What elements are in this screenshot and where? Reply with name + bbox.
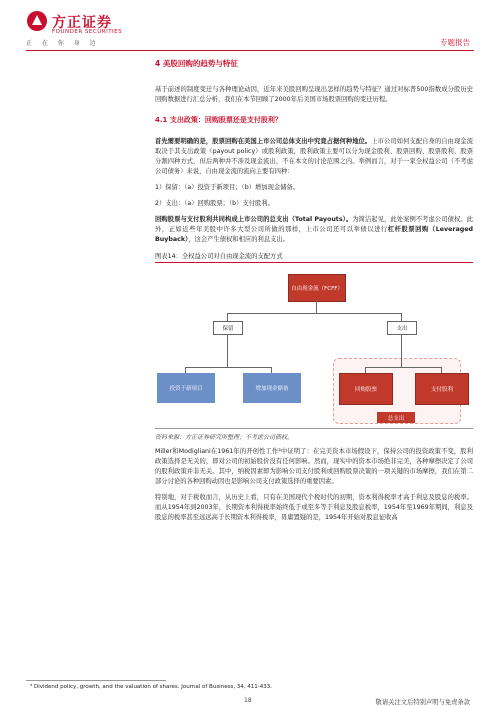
footnote: ³ Dividend policy, growth, and the valuation of shares. Journal of Business, 34, 411-433.: [30, 684, 273, 690]
paragraph-lead-bold: 首先需要明确的是，股票回购在美国上市公司总体支出中究竟占据何种地位。: [155, 138, 372, 145]
connector-horizontal: [227, 313, 401, 314]
retain-label-text: 保留: [222, 326, 234, 332]
header-divider: [26, 50, 474, 51]
logo-text-cn: 方正证券: [52, 15, 112, 31]
list-item-retain: 1）保留：（a）投资于新项目；（b）增加现金储备。: [155, 184, 300, 191]
figure-source: 资料来源：方正证券研究所整理；不考虑公司债权。: [155, 428, 473, 441]
report-type-label: 专题报告: [440, 38, 470, 47]
paragraph-text: 上市公司如何支配自身的自由现金流取决于其支出政策（payout policy）或股利政策，股利政策主要可以分为现金股利、股票回购、股票股利、股票分割四种方式，但后两种并不涉及现金流出，不在本文的讨论范围之内。举例而言，对于一家全权益公司（不考虑公司债务）来说，自由现金流的流向主要有四种：: [155, 138, 474, 175]
leaf-increase-cash: [243, 373, 301, 403]
payout-branch-label: [387, 321, 417, 335]
connector-root-down: [316, 300, 317, 313]
section-title: 4 美股回购的趋势与特征: [155, 59, 238, 68]
fcff-root-node: [288, 274, 346, 302]
page-number: 18: [244, 697, 252, 704]
leaf-dividends: [415, 373, 469, 405]
total-payouts-label: [377, 412, 415, 423]
paragraph-total-payouts: [155, 215, 473, 245]
connector-left-bar: [185, 367, 271, 368]
section-intro: 基于前述的制度变迁与各种理论动因，近年来美股回购呈现出怎样的趋势与特征？通过对标普500指数成分股历史回购数据进行汇总分析，我们在本节回顾了2000年后美国市场股票回购的变迁历程。: [155, 86, 473, 103]
leaf-invest-new-projects: [157, 373, 215, 403]
slogan: 正 在 你 身 边: [26, 40, 100, 47]
connector-right-bar: [365, 367, 441, 368]
paragraph-payout-policy: [155, 137, 473, 177]
list-item-payout: 2）支出：（a）回购股票；（b）支付股利。: [155, 200, 274, 207]
total-label-text: 总支出: [387, 415, 405, 422]
figure-title: 图表14：全权益公司对自由现金流的支配方式: [155, 251, 473, 263]
paragraph-text: 为简洁起见，此处案例不考虑公司债权。此外，正如近些年美股中许多大型公司所做的那样，上市公司还可以举债以进行: [155, 216, 474, 233]
leaf3-label: 回购股票: [354, 387, 377, 393]
main-content: [155, 58, 473, 529]
paragraph-taxation: 特别地，对于税收而言，从历史上看，只有在美国现代个税时代的初期，资本利得税率才高于利息及股息的税率。而从1954年到2003年，长期资本利得税率始终低于或至多等于利息及股息税率，1954年至1969年期间，利息及股息的税率甚至远远高于长期资本利得税率，毋庸置疑的是，1954年开始对股息征收高: [155, 494, 473, 521]
fcff-diagram: [155, 266, 473, 426]
logo-text-en: FOUNDER SECURITIES: [52, 29, 123, 35]
payout-label-text: 支出: [396, 326, 408, 332]
disclaimer-note: 敬请关注文后特别声明与免责条款: [375, 699, 470, 706]
retain-branch-label: [213, 321, 243, 335]
fcff-root-label: 自由现金流（FCFF）: [291, 286, 343, 292]
subsection-title: 4.1 支出政策：回购股票还是支付股利？: [155, 116, 282, 124]
paragraph-miller-modigliani: Miller和Modigliani在1961年的开创性工作³中证明了：在完美资本市场假设下，保持公司的投资政策不变，股利政策选择是无关的，即对公司的初始股价没有任何影响。然而，现实中的资本市场绝非完美，各种摩擦决定了公司的股利政策并非无关。其中，纳税因素即为影响公司支付股利或回购股票决策的一项关键的市场摩擦，我们在第二部分讨论的各种回购动因也是影响公司支付政策选择的重要因素。: [155, 448, 473, 485]
logo-mark-icon: [26, 10, 48, 32]
leveraged-buyback-term: 杠杆股票回购（Leveraged Buyback）: [155, 226, 473, 243]
footnote-divider: [26, 680, 166, 681]
paragraph-text: ，这会产生债权和相应的利息支出。: [188, 236, 289, 243]
leaf4-label: 支付股利: [430, 387, 453, 393]
leaf-repurchase: [339, 373, 393, 405]
leaf2-label: 增加现金储备: [255, 386, 289, 392]
leaf1-label: 投资于新项目: [169, 386, 203, 392]
paragraph-lead-bold: 回购股票与支付股利共同构成上市公司的总支出（Total Payouts）。: [155, 216, 353, 223]
